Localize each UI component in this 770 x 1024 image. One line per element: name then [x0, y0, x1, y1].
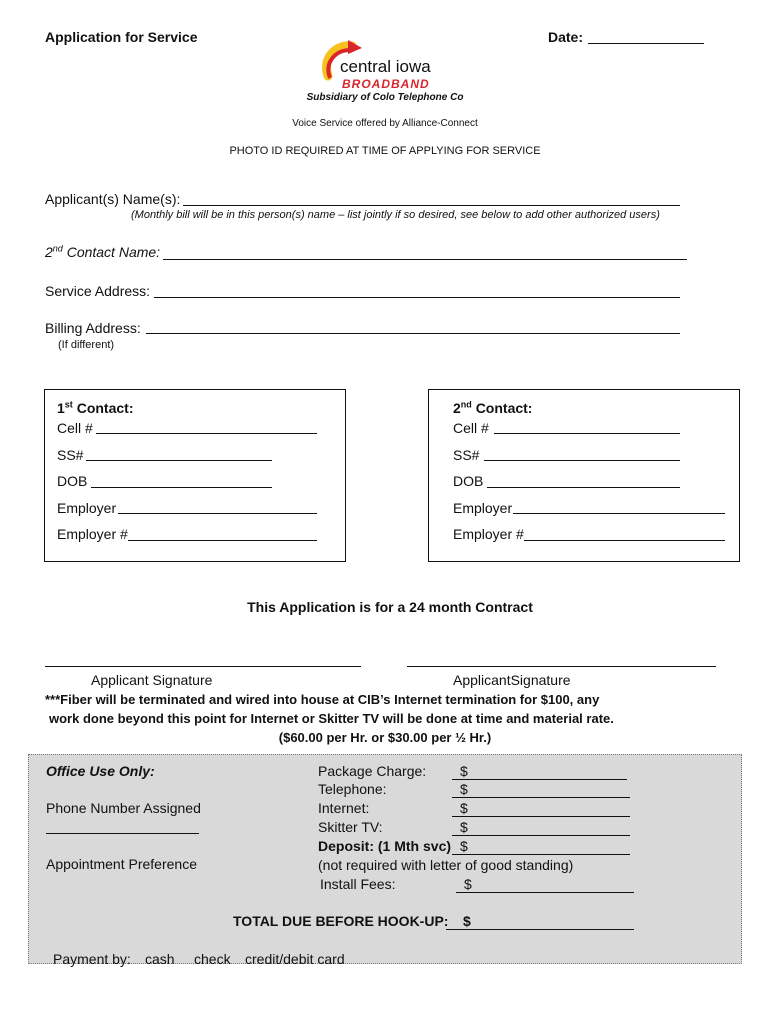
billing-address-note: (If different) — [58, 339, 115, 351]
logo-text-broadband: BROADBAND — [342, 77, 430, 91]
package-charge-label: Package Charge: — [318, 763, 427, 779]
service-address-label: Service Address: — [45, 283, 151, 299]
first-contact-employer-label: Employer — [57, 500, 117, 516]
applicant-signature-label-2: ApplicantSignature — [453, 672, 571, 688]
applicant-names-label: Applicant(s) Name(s): — [45, 191, 181, 207]
total-due-field[interactable] — [446, 913, 634, 930]
second-contact-ss-label: SS# — [453, 447, 480, 463]
second-contact-employer-num-label: Employer # — [453, 526, 524, 542]
fiber-notice-line1: ***Fiber will be terminated and wired into house at CIB’s Internet termination for $100, any — [45, 692, 600, 707]
phone-number-assigned-field[interactable] — [46, 833, 199, 834]
second-contact-employer-field[interactable] — [513, 513, 725, 514]
first-contact-cell-field[interactable] — [96, 433, 317, 434]
second-contact-cell-label: Cell # — [453, 420, 489, 436]
form-title: Application for Service — [45, 29, 198, 45]
applicant-signature-field-2[interactable] — [407, 666, 716, 667]
billing-address-label: Billing Address: — [45, 320, 141, 336]
second-contact-name-label — [45, 244, 160, 260]
date-field[interactable] — [588, 43, 704, 44]
fiber-notice-line2: work done beyond this point for Internet or Skitter TV will be done at time and material rate. — [49, 711, 614, 726]
applicant-names-field[interactable] — [183, 205, 680, 206]
second-contact-dob-label: DOB — [453, 473, 484, 489]
applicant-signature-label-1: Applicant Signature — [91, 672, 213, 688]
first-contact-employer-num-label: Employer # — [57, 526, 128, 542]
date-label: Date: — [548, 29, 584, 45]
first-contact-employer-num-field[interactable] — [128, 540, 317, 541]
second-contact-ss-field[interactable] — [484, 460, 680, 461]
first-contact-ss-label: SS# — [57, 447, 84, 463]
dollar-sign: $ — [460, 819, 468, 835]
install-fees-field[interactable] — [456, 876, 634, 893]
applicant-names-note: (Monthly bill will be in this person(s) name – list jointly if so desired, see below to add other authorized users) — [131, 209, 660, 221]
package-charge-field[interactable] — [452, 763, 627, 780]
first-contact-sup: st — [64, 399, 73, 410]
deposit-label: Deposit: (1 Mth svc) — [318, 838, 452, 854]
first-contact-dob-label: DOB — [57, 473, 88, 489]
second-contact-dob-field[interactable] — [487, 487, 680, 488]
skitter-tv-field[interactable] — [452, 819, 630, 836]
photo-id-notice: PHOTO ID REQUIRED AT TIME OF APPLYING FOR SERVICE — [229, 145, 541, 157]
payment-option-check[interactable]: check — [194, 951, 231, 967]
logo-text-central-iowa: central iowa — [340, 57, 431, 76]
billing-address-field[interactable] — [146, 333, 680, 334]
total-due-label: TOTAL DUE BEFORE HOOK-UP: — [233, 913, 449, 929]
second-contact-title — [453, 400, 532, 416]
second-contact-name-field[interactable] — [163, 259, 687, 260]
second-contact-employer-label: Employer — [453, 500, 513, 516]
dollar-sign: $ — [460, 800, 468, 816]
first-contact-employer-field[interactable] — [118, 513, 317, 514]
second-contact-text: Contact Name: — [66, 244, 161, 260]
appointment-preference-label: Appointment Preference — [46, 856, 197, 872]
first-contact-title — [57, 400, 133, 416]
dollar-sign: $ — [460, 763, 468, 779]
second-contact-sup: nd — [52, 243, 63, 254]
second-contact-employer-num-field[interactable] — [524, 540, 725, 541]
second-contact-cell-field[interactable] — [494, 433, 680, 434]
skitter-tv-label: Skitter TV: — [318, 819, 383, 835]
dollar-sign: $ — [460, 838, 468, 854]
second-contact-title-text: Contact: — [475, 400, 533, 416]
second-contact-num: 2 — [45, 244, 53, 260]
dollar-sign: $ — [463, 913, 471, 929]
first-contact-dob-field[interactable] — [91, 487, 272, 488]
company-logo — [318, 40, 458, 96]
second-contact-box-sup: nd — [460, 399, 472, 410]
telephone-field[interactable] — [452, 781, 630, 798]
payment-by-label: Payment by: — [53, 951, 131, 967]
payment-option-cash[interactable]: cash — [145, 951, 175, 967]
first-contact-title-text: Contact: — [76, 400, 134, 416]
install-fees-label: Install Fees: — [320, 876, 396, 892]
office-use-title: Office Use Only: — [46, 763, 155, 779]
telephone-label: Telephone: — [318, 781, 387, 797]
deposit-note: (not required with letter of good standing) — [318, 857, 574, 873]
dollar-sign: $ — [464, 876, 472, 892]
applicant-signature-field-1[interactable] — [45, 666, 361, 667]
first-contact-cell-label: Cell # — [57, 420, 93, 436]
dollar-sign: $ — [460, 781, 468, 797]
service-address-field[interactable] — [154, 297, 680, 298]
payment-option-card[interactable]: credit/debit card — [245, 951, 345, 967]
internet-label: Internet: — [318, 800, 370, 816]
deposit-field[interactable] — [452, 838, 630, 855]
phone-number-assigned-label: Phone Number Assigned — [46, 800, 201, 816]
first-contact-num: 1 — [57, 400, 65, 416]
second-contact-box-num: 2 — [453, 400, 461, 416]
first-contact-ss-field[interactable] — [86, 460, 272, 461]
fiber-notice-line3: ($60.00 per Hr. or $30.00 per ½ Hr.) — [278, 730, 492, 745]
internet-field[interactable] — [452, 800, 630, 817]
contract-heading: This Application is for a 24 month Contract — [247, 599, 533, 615]
voice-service-text: Voice Service offered by Alliance-Connect — [292, 118, 478, 129]
subsidiary-text: Subsidiary of Colo Telephone Co — [306, 92, 464, 103]
